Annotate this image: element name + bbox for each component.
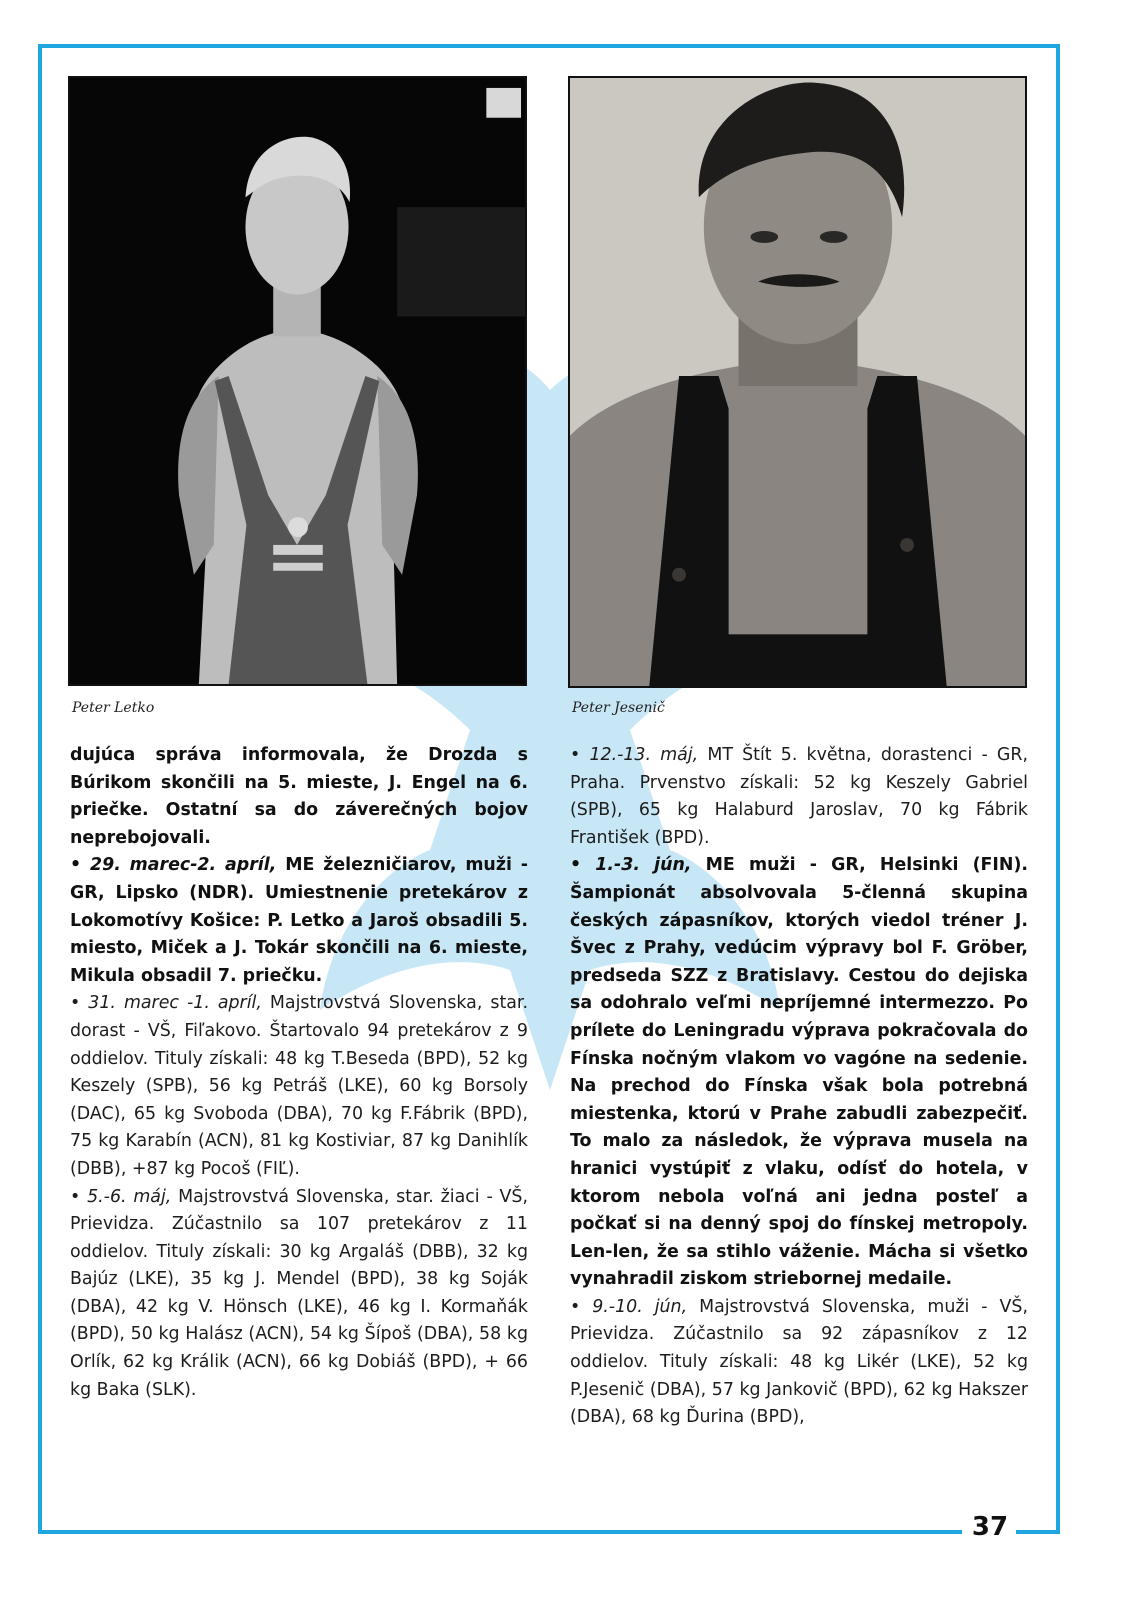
event-entry: • 5.-6. máj, Majstrovstvá Slovenska, star. žiaci - VŠ, Prievidza. Zúčastnilo sa 107 pretekárov z 11 oddielov. Tituly získali: 30 kg Argaláš (DBB), 32 kg Bajúz (LKE), 35 kg J. Mendel (BPD), 38 kg Soják (DBA), 42 kg V. Hönsch (LKE), 46 kg I. Kormaňák (BPD), 50 kg Halász (ACN), 54 kg Šípoš (DBA), 58 kg Orlík, 62 kg Králik (ACN), 66 kg Dobiáš (BPD), + 66 kg Baka (SLK).: [70, 1186, 528, 1400]
event-entry: • 9.-10. jún, Majstrovstvá Slovenska, muži - VŠ, Prievidza. Zúčastnilo sa 92 zápasníkov z 12 oddielov. Tituly získali: 48 kg Likér (LKE), 52 kg P.Jesenič (DBA), 57 kg Jankovič (BPD), 62 kg Hakszer (DBA), 68 kg Ďurina (BPD),: [570, 1296, 1028, 1428]
event-text: Majstrovstvá Slovenska, star. žiaci - VŠ, Prievidza. Zúčastnilo sa 107 pretekárov z 11 oddielov. Tituly získali: 30 kg Argaláš (DBB), 32 kg Bajúz (LKE), 35 kg J. Mendel (BPD), 38 kg Soják (DBA), 42 kg V. Hönsch (LKE), 46 kg I. Kormaňák (BPD), 50 kg Halász (ACN), 54 kg Šípoš (DBA), 58 kg Orlík, 62 kg Králik (ACN), 66 kg Dobiáš (BPD), + 66 kg Baka (SLK).: [70, 1186, 528, 1400]
photo-peter-jesenic: [568, 76, 1027, 688]
event-text: Majstrovstvá Slovenska, star. dorast - VŠ, Fiľakovo. Štartovalo 94 pretekárov z 9 oddielov. Tituly získali: 48 kg T.Beseda (BPD), 52 kg Keszely (SPB), 56 kg Petráš (LKE), 60 kg Borsoly (DAC), 65 kg Svoboda (DBA), 70 kg F.Fábrik (BPD), 75 kg Karabín (ACN), 81 kg Kostiviar, 87 kg Danihlík (DBB), +87 kg Pocoš (FIĽ).: [70, 993, 528, 1179]
text-column-left: [70, 742, 528, 1404]
event-entry: • 12.-13. máj, MT Štít 5. května, dorastenci - GR, Praha. Prvenstvo získali: 52 kg Keszely Gabriel (SPB), 65 kg Halaburd Jaroslav, 70 kg Fábrik František (BPD).: [570, 745, 1028, 848]
event-date: 31. marec -1. apríl,: [88, 993, 262, 1014]
wrestler-photo-right: [570, 78, 1025, 686]
page-number: 37: [971, 1512, 1009, 1542]
event-date: 29. marec-2. apríl,: [90, 855, 277, 876]
event-entry: • 29. marec-2. apríl, ME železničiarov, muži -GR, Lipsko (NDR). Umiestnenie pretekárov z Lokomotívy Košice: P. Letko a Jaroš obsadili 5. miesto, Miček a J. Tokár skončili na 6. mieste, Mikula obsadil 7. priečku.: [70, 855, 528, 986]
text-column-right: [570, 742, 1028, 1432]
event-date: 1.-3. jún,: [595, 855, 692, 876]
photo-caption-right: Peter Jesenič: [572, 700, 665, 716]
event-text: ME muži - GR, Helsinki (FIN). Šampionát absolvovala 5-členná skupina českých zápasníkov, ktorých viedol tréner J. Švec z Prahy, vedúcim výpravy bol F. Gröber, predseda SZZ z Bratislavy. Cestou do dejiska sa odohralo veľmi nepríjemné intermezzo. Po prílete do Leningradu výprava pokračovala do Fínska nočným vlakom vo vagóne na sedenie. Na prechod do Fínska však bola potrebná miestenka, ktorú v Prahe zabudli zabezpečiť. To malo za následok, že výprava musela na hranici vystúpiť z vlaku, odísť do hotela, v ktorom nebola voľná ani jedna posteľ a počkať si na denný spoj do fínskej metropoly. Len-len, že sa stihlo váženie. Mácha si všetko vynahradil ziskom striebornej medaile.: [570, 855, 1028, 1290]
event-text: MT Štít 5. května, dorastenci - GR, Praha. Prvenstvo získali: 52 kg Keszely Gabriel (SPB), 65 kg Halaburd Jaroslav, 70 kg Fábrik František (BPD).: [570, 745, 1028, 848]
event-entry: • 1.-3. jún, ME muži - GR, Helsinki (FIN). Šampionát absolvovala 5-členná skupina českých zápasníkov, ktorých viedol tréner J. Švec z Prahy, vedúcim výpravy bol F. Gröber, predseda SZZ z Bratislavy. Cestou do dejiska sa odohralo veľmi nepríjemné intermezzo. Po prílete do Leningradu výprava pokračovala do Fínska nočným vlakom vo vagóne na sedenie. Na prechod do Fínska však bola potrebná miestenka, ktorú v Prahe zabudli zabezpečiť. To malo za následok, že výprava musela na hranici vystúpiť z vlaku, odísť do hotela, v ktorom nebola voľná ani jedna posteľ a počkať si na denný spoj do fínskej metropoly. Len-len, že sa stihlo váženie. Mácha si všetko vynahradil ziskom striebornej medaile.: [570, 855, 1028, 1290]
frame-bottom-line: [38, 1530, 962, 1534]
event-date: 9.-10. jún,: [592, 1296, 688, 1317]
photo-caption-left: Peter Letko: [72, 700, 155, 716]
wrestler-photo-left: [70, 78, 525, 684]
photo-peter-letko: [68, 76, 527, 686]
event-text: ME železničiarov, muži -GR, Lipsko (NDR). Umiestnenie pretekárov z Lokomotívy Košice: P. Letko a Jaroš obsadili 5. miesto, Miček a J. Tokár skončili na 6. mieste, Mikula obsadil 7. priečku.: [70, 855, 528, 986]
event-date: 5.-6. máj,: [87, 1186, 172, 1207]
paragraph-continuation: dujúca správa informovala, že Drozda s Búrikom skončili na 5. mieste, J. Engel na 6. priečke. Ostatní sa do záverečných bojov neprebojovali.: [70, 745, 528, 848]
event-date: 12.-13. máj,: [589, 745, 699, 765]
frame-bottom-line-right: [1016, 1530, 1060, 1534]
event-entry: • 31. marec -1. apríl, Majstrovstvá Slovenska, star. dorast - VŠ, Fiľakovo. Štartovalo 94 pretekárov z 9 oddielov. Tituly získali: 48 kg T.Beseda (BPD), 52 kg Keszely (SPB), 56 kg Petráš (LKE), 60 kg Borsoly (DAC), 65 kg Svoboda (DBA), 70 kg F.Fábrik (BPD), 75 kg Karabín (ACN), 81 kg Kostiviar, 87 kg Danihlík (DBB), +87 kg Pocoš (FIĽ).: [70, 993, 528, 1179]
event-text: Majstrovstvá Slovenska, muži - VŠ, Prievidza. Zúčastnilo sa 92 zápasníkov z 12 oddielov. Tituly získali: 48 kg Likér (LKE), 52 kg P.Jesenič (DBA), 57 kg Jankovič (BPD), 62 kg Hakszer (DBA), 68 kg Ďurina (BPD),: [570, 1296, 1028, 1428]
